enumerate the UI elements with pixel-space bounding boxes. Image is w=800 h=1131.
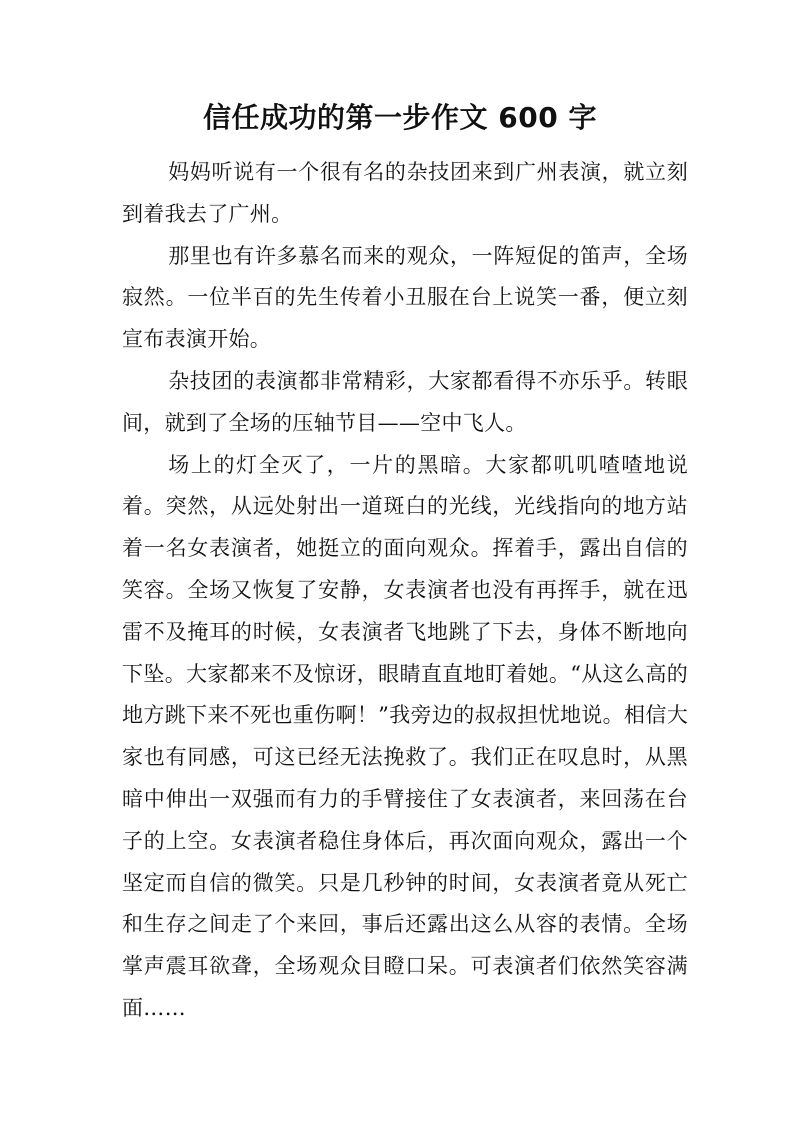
paragraph-2: 那里也有许多慕名而来的观众，一阵短促的笛声，全场寂然。一位半百的先生传着小丑服在台上说笑一番，便立刻宣布表演开始。 — [122, 243, 688, 352]
paragraph-1: 妈妈听说有一个很有名的杂技团来到广州表演，就立刻到着我去了广州。 — [122, 160, 688, 226]
document-title: 信任成功的第一步作文 600 字 — [203, 101, 597, 134]
paragraph-4: 场上的灯全灭了，一片的黑暗。大家都叽叽喳喳地说着。突然，从远处射出一道斑白的光线，光线指向的地方站着一名女表演者，她挺立的面向观众。挥着手，露出自信的笑容。全场又恢复了安静，女表演者也没有再挥手，就在迅雷不及掩耳的时候，女表演者飞地跳了下去，身体不断地向下坠。大家都来不及惊讶，眼睛直直地盯着她。“从这么高的地方跳下来不死也重伤啊！”我旁边的叔叔担忧地说。相信大家也有同感，可这已经无法挽救了。我们正在叹息时，从黑暗中伸出一双强而有力的手臂接住了女表演者，来回荡在台子的上空。女表演者稳住身体后，再次面向观众，露出一个坚定而自信的微笑。只是几秒钟的时间，女表演者竟从死亡和生存之间走了个来回，事后还露出这么从容的表情。全场掌声震耳欲聋，全场观众目瞪口呆。可表演者们依然笑容满面…… — [122, 452, 688, 1020]
document-body — [122, 152, 688, 1030]
paragraph-3: 杂技团的表演都非常精彩，大家都看得不亦乐乎。转眼间，就到了全场的压轴节目——空中飞人。 — [122, 368, 688, 435]
